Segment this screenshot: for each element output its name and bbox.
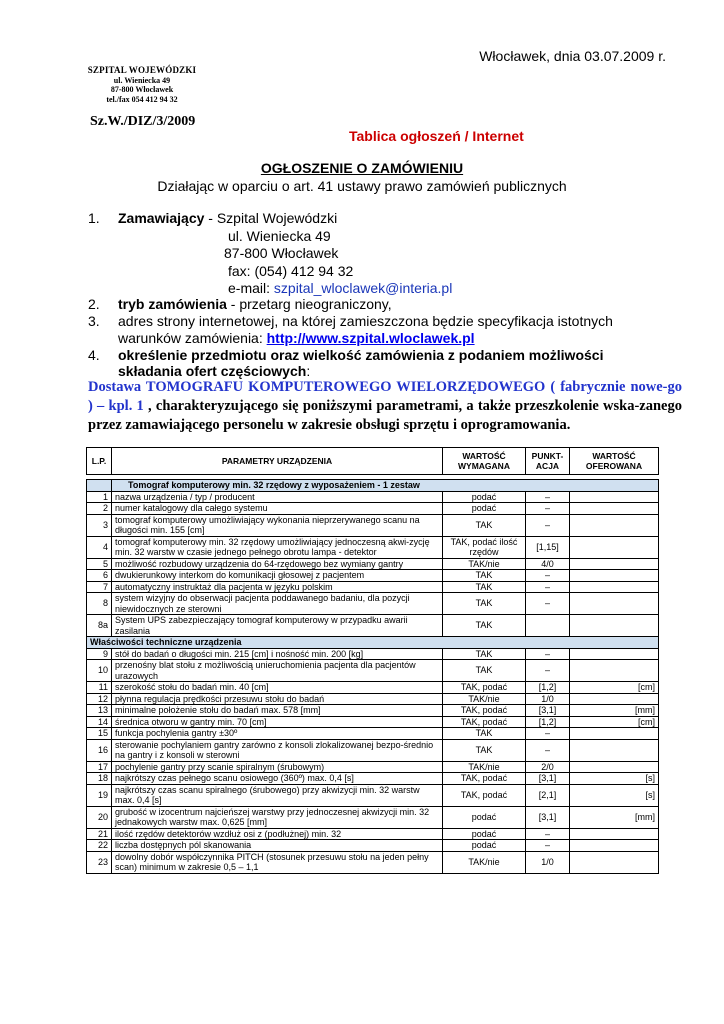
authority-street: ul. Wieniecka 49 [228,228,331,244]
row-required-value: TAK, podać [443,682,526,694]
table-row [87,615,659,637]
row-parameter: najkrótszy czas pełnego scanu osiowego (360º) max. 0,4 [s] [112,773,443,785]
row-required-value: TAK [443,593,526,615]
item-number: 2. [88,296,100,312]
row-points: [3,1] [526,806,570,828]
row-required-value: podać [443,491,526,503]
row-offered-value [570,739,659,761]
row-points: [2,1] [526,784,570,806]
row-number: 20 [87,806,112,828]
row-parameter: stół do badań o długości min. 215 [cm] i nośność min. 200 [kg] [112,648,443,660]
item-number: 4. [88,347,100,363]
row-offered-value: [mm] [570,705,659,717]
row-points: – [526,593,570,615]
row-parameter: nazwa urządzenia / typ / producent [112,491,443,503]
row-required-value: TAK [443,739,526,761]
table-row [87,705,659,717]
row-offered-value [570,728,659,740]
row-points: – [526,840,570,852]
row-parameter: system wizyjny do obserwacji pacjenta poddawanego badaniu, dla pozycji niewidocznych ze sterowni [112,593,443,615]
reference-number: Sz.W./DIZ/3/2009 [90,114,196,129]
table-row [87,514,659,536]
row-required-value: podać [443,828,526,840]
row-required-value: podać [443,840,526,852]
row-number: 21 [87,828,112,840]
authority-city: 87-800 Włocławek [224,245,339,261]
row-points: – [526,728,570,740]
row-points: – [526,828,570,840]
row-required-value: TAK, podać [443,773,526,785]
table-row [87,593,659,615]
item-number: 3. [88,313,100,329]
row-required-value: TAK, podać [443,705,526,717]
row-offered-value [570,840,659,852]
table-row [87,828,659,840]
row-offered-value: [cm] [570,716,659,728]
item-label: tryb zamówienia [118,296,227,312]
item-contracting-authority [88,210,337,228]
row-parameter: minimalne położenie stołu do badań max. 578 [mm] [112,705,443,717]
document-date: Włocławek, dnia 03.07.2009 r. [479,48,666,64]
authority-fax: fax: (054) 412 94 32 [228,263,354,279]
row-parameter: najkrótszy czas scanu spiralnego (śrubowego) przy akwizycji min. 32 warstw max. 0,4 [s] [112,784,443,806]
table-body [87,475,659,874]
table-row [87,558,659,570]
section-spacer [87,480,112,492]
row-number: 17 [87,761,112,773]
separator: - [204,210,217,226]
row-parameter: płynna regulacja prędkości przesuwu stołu do badań [112,693,443,705]
row-number: 8 [87,593,112,615]
row-points: [3,1] [526,773,570,785]
row-number: 16 [87,739,112,761]
row-required-value: TAK [443,570,526,582]
website-link[interactable]: http://www.szpital.wloclawek.pl [266,330,475,346]
item-subject [88,347,603,365]
row-number: 9 [87,648,112,660]
item-procedure [88,296,392,314]
stamp-line: ul. Wieniecka 49 [113,75,171,85]
row-number: 12 [87,693,112,705]
email-link[interactable]: szpital_wloclawek@interia.pl [273,280,453,296]
table-row [87,693,659,705]
authority-name: Szpital Wojewódzki [216,210,338,226]
row-offered-value: [s] [570,784,659,806]
row-number: 22 [87,840,112,852]
row-offered-value [570,581,659,593]
row-offered-value [570,503,659,515]
row-points: – [526,581,570,593]
item-website [88,313,613,331]
row-points: – [526,660,570,682]
row-points: 1/0 [526,693,570,705]
table-row [87,761,659,773]
row-required-value: TAK/nie [443,761,526,773]
row-required-value: TAK [443,581,526,593]
header-offered: WARTOŚĆ OFEROWANA [570,448,659,475]
website-text: warunków zamówienia: [118,330,267,346]
row-points [526,615,570,637]
row-offered-value [570,648,659,660]
notice-title: OGŁOSZENIE O ZAMÓWIENIU [260,160,464,176]
header-points: PUNKT-ACJA [526,448,570,475]
row-number: 4 [87,536,112,558]
section-title: Tomograf komputerowy min. 32 rzędowy z wyposażeniem - 1 zestaw [112,480,659,492]
order-description [88,378,682,435]
row-parameter: przenośny blat stołu z możliwością unieruchomienia pacjenta dla pacjentów urazowych [112,660,443,682]
header-required: WARTOŚĆ WYMAGANA [443,448,526,475]
row-required-value: podać [443,503,526,515]
row-points: [1,2] [526,682,570,694]
table-row [87,570,659,582]
row-offered-value: [cm] [570,682,659,694]
row-number: 10 [87,660,112,682]
row-points: [3,1] [526,705,570,717]
row-parameter: tomograf komputerowy umożliwiający wykonania nieprzerywanego scanu na długości min. 155 [cm] [112,514,443,536]
table-row [87,660,659,682]
row-offered-value [570,851,659,873]
row-points: – [526,503,570,515]
row-number: 7 [87,581,112,593]
row-parameter: szerokość stołu do badań min. 40 [cm] [112,682,443,694]
table-row [87,840,659,852]
row-parameter: System UPS zabezpieczający tomograf komputerowy w przypadku awarii zasilania [112,615,443,637]
row-required-value: TAK [443,660,526,682]
row-required-value: TAK [443,615,526,637]
row-parameter: sterowanie pochylaniem gantry zarówno z konsoli zlokalizowanej bezpo-średnio na gantry i z konsoli w sterowni [112,739,443,761]
row-offered-value [570,761,659,773]
row-number: 15 [87,728,112,740]
row-offered-value [570,558,659,570]
row-parameter: możliwość rozbudowy urządzenia do 64-rzędowego bez wymiany gantry [112,558,443,570]
row-required-value: TAK [443,728,526,740]
row-points: – [526,514,570,536]
row-offered-value [570,570,659,582]
website-text: adres strony internetowej, na której zamieszczona będzie specyfikacja istotnych [118,313,613,329]
procedure-text: - przetarg nieograniczony, [226,296,392,312]
stamp-line: SZPITAL WOJEWÓDZKI [87,65,197,75]
row-parameter: funkcja pochylenia gantry ±30º [112,728,443,740]
row-points: [1,15] [526,536,570,558]
table-row [87,536,659,558]
row-parameter: średnica otworu w gantry min. 70 [cm] [112,716,443,728]
item-number: 1. [88,210,100,226]
table-row [87,716,659,728]
row-number: 5 [87,558,112,570]
email-label: e-mail: [228,280,274,296]
table-row [87,784,659,806]
row-points: 1/0 [526,851,570,873]
row-points: – [526,570,570,582]
row-required-value: TAK/nie [443,851,526,873]
section-row [87,637,659,649]
row-points: 4/0 [526,558,570,570]
row-offered-value [570,593,659,615]
row-parameter: numer katalogowy dla całego systemu [112,503,443,515]
row-number: 14 [87,716,112,728]
row-offered-value [570,514,659,536]
table-row [87,806,659,828]
row-offered-value [570,693,659,705]
table-row [87,739,659,761]
row-parameter: liczba dostępnych pól skanowania [112,840,443,852]
row-offered-value: [mm] [570,806,659,828]
row-number: 6 [87,570,112,582]
table-row [87,503,659,515]
table-header-row [87,448,659,475]
row-number: 1 [87,491,112,503]
row-points: – [526,739,570,761]
subject-heading: określenie przedmiotu oraz wielkość zamówienia z podaniem możliwości [118,347,604,363]
stamp-line: 87-800 Włocławek [110,85,174,94]
row-parameter: dwukierunkowy interkom do komunikacji głosowej z pacjentem [112,570,443,582]
row-required-value: TAK, podać ilość rzędów [443,536,526,558]
table-row [87,773,659,785]
order-details: , charakteryzującego się poniższymi parametrami, a także przeszkolenie wska-zanego przez zamawiającego personelu w zakresie obsługi sprzętu i oprogramowania. [88,398,682,433]
table-row [87,648,659,660]
table-row [87,491,659,503]
row-required-value: TAK, podać [443,716,526,728]
row-number: 13 [87,705,112,717]
row-number: 19 [87,784,112,806]
legal-basis: Działając w oparciu o art. 41 ustawy prawo zamówień publicznych [157,178,567,194]
subject-heading-cont: składania ofert częściowych [118,363,307,379]
row-points: – [526,491,570,503]
row-offered-value [570,491,659,503]
row-offered-value [570,615,659,637]
row-number: 8a [87,615,112,637]
parameters-table [86,447,659,874]
order-subject: Dostawa TOMOGRAFU KOMPUTEROWEGO WIELORZĘDOWEGO ( fabrycznie nowe-go ) – kpl. 1 [88,379,682,414]
row-parameter: ilość rzędów detektorów wzdłuż osi z (podłużnej) min. 32 [112,828,443,840]
row-parameter: automatyczny instruktaż dla pacjenta w języku polskim [112,581,443,593]
row-number: 2 [87,503,112,515]
table-row [87,682,659,694]
section-row [87,480,659,492]
notice-board-label: Tablica ogłoszeń / Internet [349,128,524,144]
row-parameter: pochylenie gantry przy scanie spiralnym (śrubowym) [112,761,443,773]
table-row [87,851,659,873]
row-parameter: grubość w izocentrum najcieńszej warstwy przy jednoczesnej akwizycji min. 32 jednakowych warstw max. 0,625 [mm] [112,806,443,828]
section-title: Właściwości techniczne urządzenia [87,637,659,649]
row-number: 23 [87,851,112,873]
row-offered-value [570,828,659,840]
stamp-line: tel./fax 054 412 94 32 [106,94,178,104]
item-label: Zamawiający [118,210,205,226]
row-number: 11 [87,682,112,694]
row-offered-value [570,660,659,682]
row-parameter: dowolny dobór współczynnika PITCH (stosunek przesuwu stołu na jeden pełny scan) minimum w zakresie 0,5 – 1,1 [112,851,443,873]
row-parameter: tomograf komputerowy min. 32 rzędowy umożliwiający jednoczesną akwi-zycję min. 32 warstw w czasie jednego pełnego obrotu lampa - detektor [112,536,443,558]
website-line2 [118,330,475,348]
row-number: 3 [87,514,112,536]
table-row [87,581,659,593]
header-parameters: PARAMETRY URZĄDZENIA [112,448,443,475]
hospital-stamp [78,66,206,104]
row-required-value: TAK/nie [443,693,526,705]
row-points: – [526,648,570,660]
row-offered-value: [s] [570,773,659,785]
row-required-value: TAK [443,648,526,660]
header-lp: L.P. [87,448,112,475]
row-required-value: TAK, podać [443,784,526,806]
authority-email-line [228,280,452,298]
row-points: [1,2] [526,716,570,728]
row-required-value: podać [443,806,526,828]
row-required-value: TAK [443,514,526,536]
row-number: 18 [87,773,112,785]
row-offered-value [570,536,659,558]
row-points: 2/0 [526,761,570,773]
row-required-value: TAK/nie [443,558,526,570]
table-row [87,728,659,740]
colon: : [306,363,311,379]
